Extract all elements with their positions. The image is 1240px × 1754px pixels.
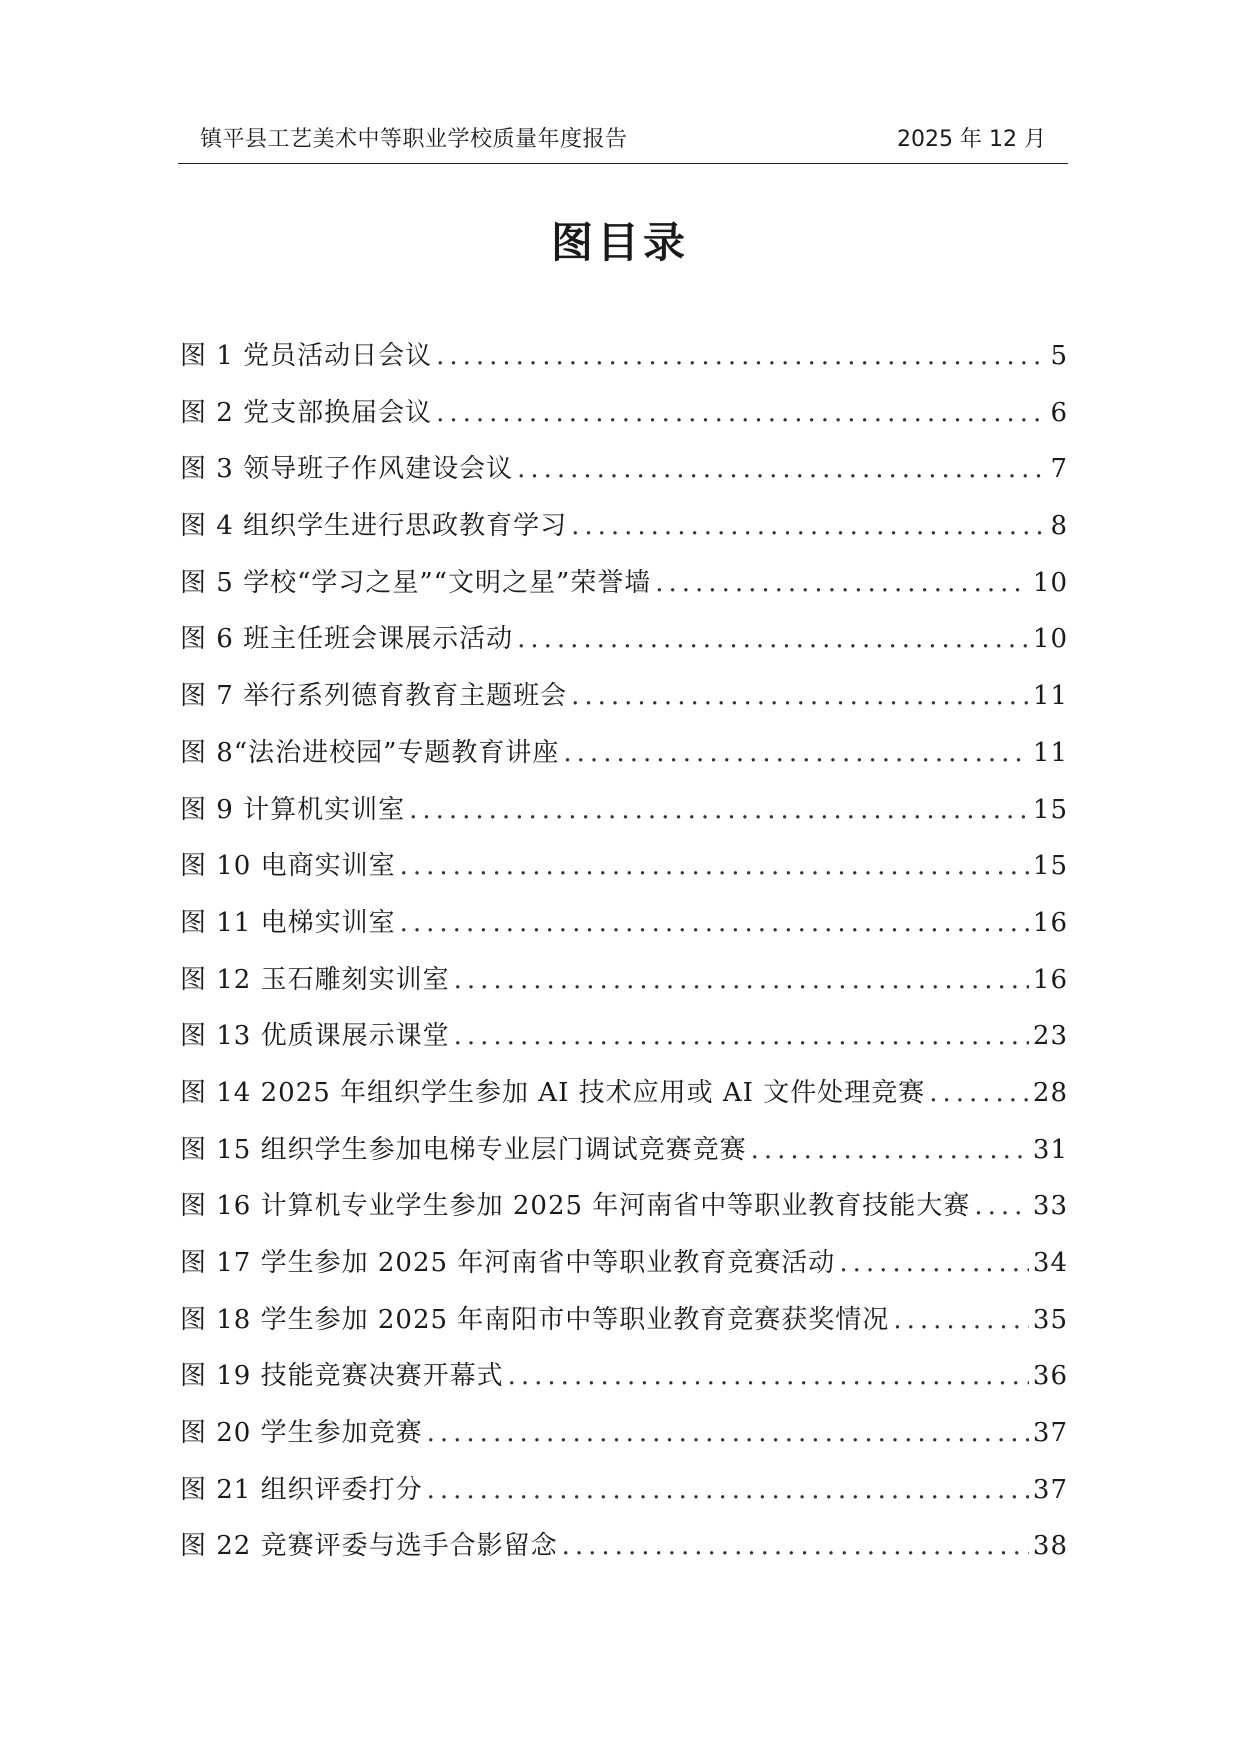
dot-leader (562, 1531, 1029, 1561)
dot-leader (563, 738, 1029, 768)
figure-entry[interactable] (180, 335, 1068, 392)
figure-entry-page: 38 (1032, 1531, 1068, 1562)
dot-leader (436, 398, 1046, 428)
figure-entry-page: 7 (1050, 454, 1068, 485)
figure-entry[interactable] (180, 1072, 1068, 1129)
figure-entry-page: 6 (1050, 397, 1068, 428)
figure-entry[interactable] (180, 1355, 1068, 1412)
figure-entry[interactable] (180, 505, 1068, 562)
dot-leader (508, 1361, 1029, 1391)
dot-leader (571, 681, 1029, 711)
figure-entry-label: 图 1 党员活动日会议 (180, 341, 433, 371)
figure-entry[interactable] (180, 618, 1068, 675)
figure-entry-page: 34 (1032, 1248, 1068, 1278)
figure-entry[interactable] (180, 1469, 1068, 1526)
dot-leader (454, 965, 1029, 995)
figure-entry[interactable] (180, 845, 1068, 902)
dot-leader (436, 341, 1046, 371)
figure-entry-page: 37 (1032, 1474, 1068, 1505)
dot-leader (655, 568, 1029, 598)
figure-entry[interactable] (180, 959, 1068, 1016)
figure-entry-page: 37 (1032, 1418, 1068, 1449)
figure-entry-label: 图 19 技能竞赛决赛开幕式 (180, 1361, 504, 1392)
figure-entry-label: 图 15 组织学生参加电梯专业层门调试竞赛竞赛 (180, 1134, 747, 1165)
figure-entry-label: 图 9 计算机实训室 (180, 794, 406, 825)
figure-entry[interactable] (180, 1242, 1068, 1299)
dot-leader (427, 1418, 1029, 1448)
figure-entry-page: 33 (1032, 1191, 1068, 1222)
dot-leader (427, 1475, 1029, 1505)
figure-entry[interactable] (180, 675, 1068, 732)
figure-entry[interactable] (180, 1129, 1068, 1186)
figure-entry-page: 28 (1032, 1077, 1068, 1108)
dot-leader (517, 454, 1046, 484)
figure-entry-label: 图 8“法治进校园”专题教育讲座 (180, 737, 560, 768)
dot-leader (893, 1305, 1029, 1335)
page-header (178, 108, 1068, 164)
dot-leader (974, 1191, 1029, 1221)
figure-entry-label: 图 22 竞赛评委与选手合影留念 (180, 1531, 558, 1562)
dot-leader (751, 1135, 1029, 1165)
figure-entry-label: 图 7 举行系列德育教育主题班会 (180, 681, 568, 712)
figure-entry-page: 16 (1032, 907, 1068, 938)
figure-entry-page: 23 (1032, 1021, 1068, 1052)
figure-entry[interactable] (180, 1185, 1068, 1242)
figure-entry-label: 图 14 2025 年组织学生参加 AI 技术应用或 AI 文件处理竞赛 (180, 1077, 926, 1108)
figure-entry[interactable] (180, 448, 1068, 505)
figure-entry[interactable] (180, 392, 1068, 449)
figure-entry[interactable] (180, 1525, 1068, 1582)
figure-entry[interactable] (180, 1015, 1068, 1072)
figure-entry-label: 图 11 电梯实训室 (180, 907, 396, 938)
figure-entry-page: 15 (1032, 851, 1068, 882)
figure-entry-page: 11 (1032, 737, 1068, 768)
figure-entry-page: 11 (1032, 681, 1068, 712)
report-date: 2025 年 12 月 (897, 127, 1046, 152)
dot-leader (454, 1021, 1029, 1051)
figure-entry-label: 图 2 党支部换届会议 (180, 397, 433, 428)
figure-entry-label: 图 20 学生参加竞赛 (180, 1418, 423, 1449)
dot-leader (400, 851, 1029, 881)
dot-leader (400, 908, 1029, 938)
dot-leader (517, 624, 1029, 654)
figure-entry-label: 图 13 优质课展示课堂 (180, 1021, 450, 1052)
figure-entry[interactable] (180, 1299, 1068, 1356)
dot-leader (929, 1078, 1029, 1108)
figure-entry-page: 35 (1032, 1304, 1068, 1335)
figure-entry-label: 图 17 学生参加 2025 年河南省中等职业教育竞赛活动 (180, 1248, 836, 1278)
figure-entry-page: 8 (1050, 511, 1068, 542)
figure-entry-label: 图 21 组织评委打分 (180, 1474, 423, 1505)
figure-entry-label: 图 18 学生参加 2025 年南阳市中等职业教育竞赛获奖情况 (180, 1304, 890, 1335)
figure-entry[interactable] (180, 902, 1068, 959)
figure-entry-page: 15 (1032, 794, 1068, 825)
figure-entry[interactable] (180, 732, 1068, 789)
figure-entry-label: 图 5 学校“学习之星”“文明之星”荣誉墙 (180, 567, 652, 598)
figure-entry-label: 图 10 电商实训室 (180, 851, 396, 882)
figure-entry-label: 图 16 计算机专业学生参加 2025 年河南省中等职业教育技能大赛 (180, 1191, 971, 1222)
dot-leader (839, 1248, 1029, 1278)
figure-entry-page: 10 (1032, 624, 1068, 655)
page-title: 图目录 (550, 218, 689, 267)
figure-entry[interactable] (180, 1412, 1068, 1469)
figure-entry[interactable] (180, 789, 1068, 846)
figure-entry-page: 36 (1032, 1361, 1068, 1392)
figure-entry-page: 31 (1032, 1134, 1068, 1165)
figure-entry-label: 图 12 玉石雕刻实训室 (180, 964, 450, 995)
figure-entry-page: 5 (1050, 341, 1068, 371)
dot-leader (571, 511, 1046, 541)
figure-entry-page: 10 (1032, 567, 1068, 598)
dot-leader (409, 795, 1029, 825)
figure-entry-label: 图 6 班主任班会课展示活动 (180, 624, 514, 655)
figure-entry[interactable] (180, 562, 1068, 619)
figure-entry-label: 图 4 组织学生进行思政教育学习 (180, 511, 568, 542)
figure-list (180, 335, 1068, 1582)
figure-entry-label: 图 3 领导班子作风建设会议 (180, 454, 514, 485)
report-title: 镇平县工艺美术中等职业学校质量年度报告 (200, 127, 628, 152)
figure-entry-page: 16 (1032, 964, 1068, 995)
